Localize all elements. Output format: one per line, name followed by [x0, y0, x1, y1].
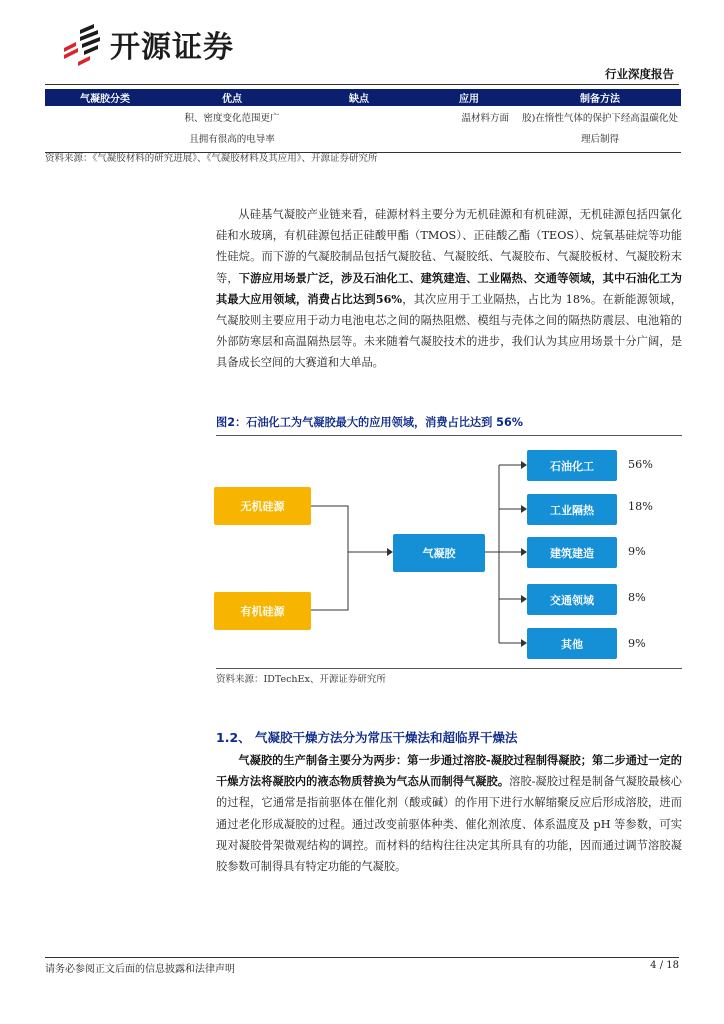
report-type: 行业深度报告: [605, 67, 674, 81]
application-box: 其他: [527, 628, 617, 659]
paragraph-bold-text: 下游应用场景广泛，涉及石油化工、建筑建造、工业隔热、交通等领域，其中石油化工为其最大应用领域，消费占比达到56%: [216, 270, 682, 306]
application-share: 9%: [628, 545, 646, 558]
application-box: 工业隔热: [527, 494, 617, 525]
footer-divider: [45, 957, 679, 958]
table-cell: 胶)在惰性气体的保护下经高温碳化处 理后制得: [519, 106, 681, 153]
paragraph-drying-methods: [216, 750, 682, 877]
column-header: 气凝胶分类: [45, 89, 165, 106]
column-header: 制备方法: [519, 89, 681, 106]
center-box-aerogel: 气凝胶: [393, 534, 485, 572]
application-box: 建筑建造: [527, 537, 617, 568]
source-box-inorganic: 无机硅源: [214, 487, 311, 525]
column-header: 应用: [419, 89, 519, 106]
page-number: 4 / 18: [650, 960, 679, 971]
paragraph-bold-text: 气凝胶的生产制备主要分为两步：第一步通过溶胶-凝胶过程制得凝胶；第二步通过一定的干燥方法将凝胶内的液态物质替换为气态从而制得气凝胶。: [216, 753, 682, 789]
application-share: 18%: [628, 500, 653, 513]
application-share: 8%: [628, 591, 646, 604]
figure-title: 图2：石油化工为气凝胶最大的应用领域，消费占比达到 56%: [216, 416, 523, 429]
figure-source-note: 资料来源：IDTechEx、开源证券研究所: [216, 674, 386, 685]
footer-disclaimer: 请务必参阅正文后面的信息披露和法律声明: [45, 964, 235, 975]
paragraph-text: 从硅基气凝胶产业链来看，硅源材料主要分为无机硅源和有机硅源，无机硅源包括四氯化硅和水玻璃，有机硅源包括正硅酸甲酯（TMOS）、正硅酸乙酯（TEOS）、烷氧基硅烷等功能性硅烷。而下游的气凝胶制品包括气凝胶毡、气凝胶纸、气凝胶布、气凝胶板材、气凝胶粉末等，: [216, 208, 682, 285]
paragraph-text: ，其次应用于工业隔热，占比为 18%。在新能源领域，气凝胶则主要应用于动力电池电芯之间的隔热阻燃、模组与壳体之间的隔热防震层、电池箱的外部防寒层和高温隔热层等。未来随着气凝胶技术的进步，我们认为其应用场景十分广阔，是具备成长空间的大赛道和大单品。: [216, 292, 682, 370]
application-share: 9%: [628, 637, 646, 650]
source-box-organic: 有机硅源: [214, 592, 311, 630]
table-source-note: 资料来源：《气凝胶材料的研究进展》、《气凝胶材料及其应用》、开源证券研究所: [45, 153, 378, 164]
application-share: 56%: [628, 458, 653, 471]
table-cell: 积、密度变化范围更广 且拥有很高的电导率: [165, 106, 299, 153]
brand-name: 开源证券: [110, 30, 234, 65]
application-box: 石油化工: [527, 450, 617, 481]
column-header: 缺点: [299, 89, 419, 106]
column-header: 优点: [165, 89, 299, 106]
application-box: 交通领域: [527, 584, 617, 615]
paragraph-text: 溶胶-凝胶过程是制备气凝胶最核心的过程，它通常是指前驱体在催化剂（酸或碱）的作用下进行水解缩聚反应后形成溶胶，进而通过老化形成凝胶的过程。通过改变前驱体种类、催化剂浓度、体系温度及 pH 等参数，可实现对凝胶骨架微观结构的调控。而材料的结构往往决定其所具有的功能，因而通过调节溶胶凝胶参数可制得具有特定功能的气凝胶。: [216, 775, 682, 874]
table-cell: 温材料方面: [419, 106, 519, 153]
section-heading: 1.2、 气凝胶干燥方法分为常压干燥法和超临界干燥法: [216, 730, 518, 745]
figure-bottom-rule: [216, 668, 682, 669]
